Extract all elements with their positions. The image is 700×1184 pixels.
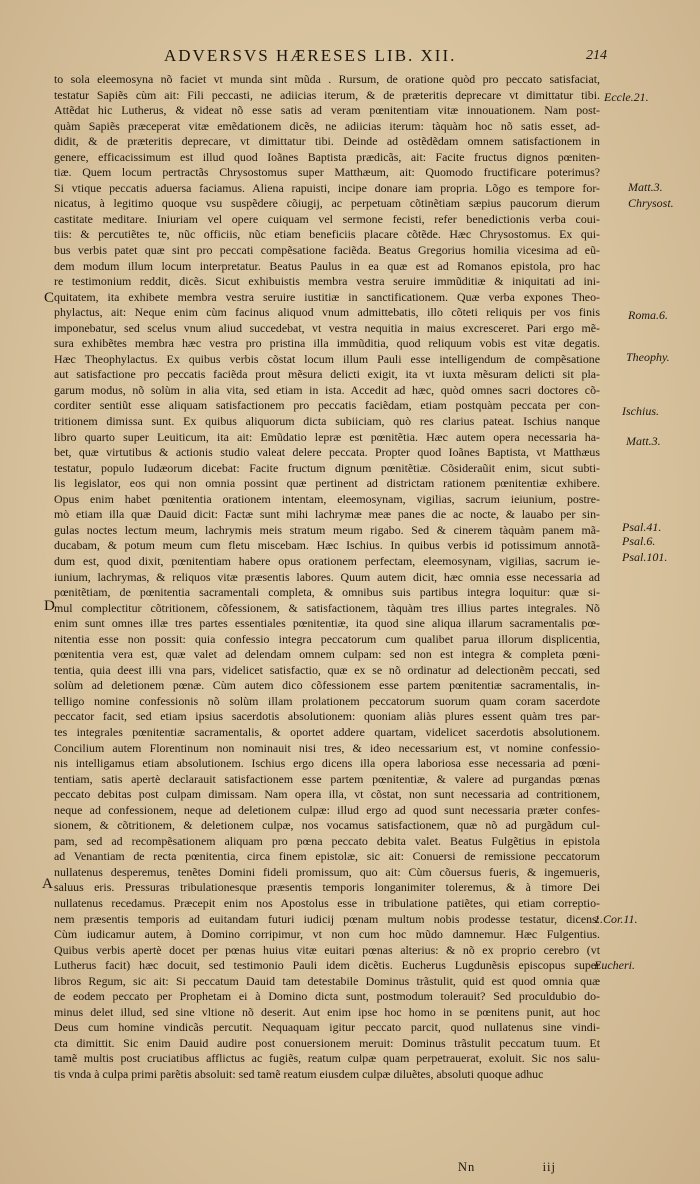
text-line: pœnitẽtiam, de pœnitentia sacramentali completa, & omnibus suis partibus integra loquitur: quæ si- — [54, 585, 600, 600]
text-line: nis intelligamus etiam absolutionem. Ischius ergo dicens illa opera laboriosa esse necessaria ad pœni- — [54, 756, 600, 771]
margin-note: Chrysost. — [628, 196, 674, 210]
margin-note: Eucheri. — [594, 958, 635, 972]
text-line: nitentia esse non possit: quia confessio integra peccatorum cum qualibet parua illorum displicentia, — [54, 631, 600, 646]
text-line: bet, quæ virtutibus & actionis studio valeat delere peccata. Propter quod Ioãnes Baptista, vt Matthæus — [54, 445, 600, 460]
text-line: quitatem, ita exhibete membra vestra seruire iustitiæ in sanctificationem. Quæ verba expones Theo- — [54, 289, 600, 304]
text-line: corditer sentiũt esse aliquam satisfactionem pro peccatis faciẽdam, etiam postquàm peccata per con- — [54, 398, 600, 413]
text-line: pœnitentia vera est, quæ valet ad delendam omnem culpam: sed non est integra & completa pœni- — [54, 647, 600, 662]
text-line: aut satisfactione pro peccatis faciẽda prout mẽsura delicti exigit, ita vt iuxta mẽsuram delicti sit pla- — [54, 367, 600, 382]
text-line: re testimonium reddit, dicẽs. Sicut exhibuistis membra vestra seruire immũditiæ & iniquitati ad ini- — [54, 274, 600, 289]
text-line: nullatenus desperemus, tenẽtes Domini fideli promissum, quo ait: Cùm cõuersus fueris, & ingemueris, — [54, 864, 600, 879]
folio-number: 214 — [586, 48, 607, 63]
text-line: solùm ad deletionem pœnæ. Cùm autem dico cõfessionem esse partem pœnitentiæ sacramentalis, in- — [54, 678, 600, 693]
text-line: Hæc Theophylactus. Ex quibus verbis cõstat locum illum Pauli esse intelligendum de compẽsatione — [54, 351, 600, 366]
text-line: tentia, quia deest illi vna pars, videlicet satisfactio, quæ ex se nõ ordinatur ad delectionẽm peccati, sed — [54, 662, 600, 677]
text-line: peccato debitas post culpam dimissam. Nam opera illa, vt cõstat, non sunt necessaria ad contritionem, — [54, 787, 600, 802]
text-line: gulas noctes lectum meum, lachrymis meis stratum meum rigabo. Sed & cinerem tàquàm panem mã- — [54, 522, 600, 537]
text-line: to sola eleemosyna nõ faciet vt munda sint mũda . Rursum, de oratione quòd pro peccato satisfaciat, — [54, 72, 600, 86]
text-line: dem modum illum locum interpretatur. Beatus Paulus in ea quæ est ad Romanos epistola, pro hac — [54, 258, 600, 273]
text-line: tiis: & percutiẽtes te, nũc officiis, nũc etiam beneficiis placare cõtẽde. Hæc Chrysostomus. Ex qui- — [54, 227, 600, 242]
margin-section-letter: A — [42, 876, 53, 892]
text-line: nicatus, à legitimo quoque vsu suspẽdere cõiugij, ac perpetuam cõtinẽtiam sæpius paucorum dierum — [54, 196, 600, 211]
text-line: Concilium autem Florentinum non nominauit nisi tres, & ideo necessarium est, vt nomine confessio- — [54, 740, 600, 755]
margin-note: Eccle.21. — [604, 90, 649, 104]
text-line: testatur Sapiẽs cùm ait: Fili peccasti, ne adiicias iterum, & de præteritis deprecare vt dimittatur tibi. — [54, 87, 600, 102]
text-line: Cùm iudicamur autem, à Domino corripimur, vt non cum hoc mũdo damnemur. Hæc Fulgentius. — [54, 927, 600, 942]
margin-section-letter: D — [44, 598, 55, 614]
text-line: ad Venantiam de recta pœnitentia, circa finem epistolæ, sic ait: Conuersi de remissione peccatorum — [54, 849, 600, 864]
text-line: lis legislator, eos qui non omnia possint quæ pertinent ad districtam rationem pœnitentiæ exhibere. — [54, 476, 600, 491]
running-title: ADVERSVS HÆRESES LIB. XII. — [164, 46, 457, 65]
text-line: Lutherus facit) hæc docuit, sed testimonio Pauli idem dicẽtis. Eucherus Lugdunẽsis episcopus super — [54, 958, 600, 973]
margin-note: 1.Cor.11. — [594, 912, 638, 926]
text-line: sura exhibẽtes membra hæc vestra pro pristina illa immũditia, quod reliquum vobis est vitæ degatis. — [54, 336, 600, 351]
text-line: tentiam, satis apertè declarauit satisfactionem esse partem pœnitentiæ, & valere ad purgandas pœnas — [54, 771, 600, 786]
margin-note: Matt.3. — [628, 180, 663, 194]
margin-note: Theophy. — [626, 350, 670, 364]
text-line: iunium, lachrymas, & reliquos vitæ præsentis labores. Quum autem dicit, hæc omnia esse necessaria ad — [54, 569, 600, 584]
text-line: dum est, quod dixit, pœnitentiam habere opus orationem perfectam, eleemosynam, vigilias, sacrum ie- — [54, 553, 600, 568]
margin-section-letter: C — [44, 290, 55, 306]
text-line: bus verbis patet quæ sint pro peccati compẽsatione faciẽda. Beatus Gregorius homilia vicesima ad eũ- — [54, 243, 600, 258]
text-line: quàm Sapiẽs præceperat vitæ emẽdationem dicẽs, ne adiicias iterum: tàquàm hoc nõ satis esset, ad- — [54, 118, 600, 133]
margin-note: Psal.101. — [622, 550, 668, 564]
text-line: imponebatur, sed scelus vnum aliud succedebat, vt vestra nequitia in maius excresceret. Pari ergo mẽ- — [54, 320, 600, 335]
text-line: Si vtique peccatis aduersa faciamus. Aliena rapuisti, incipe donare iam propria. Lõgo es tempore for- — [54, 180, 600, 195]
signature-letters: Nn — [458, 1160, 476, 1174]
margin-note: Psal.41. — [622, 520, 662, 534]
text-line: peccator facit, sed etiam ipsius sacerdotis absolutionem: quoniam aliàs plures essent quàm tres par- — [54, 709, 600, 724]
text-line: tis vnda à culpa primi parẽtis absoluit: sed tamẽ reatum eiusdem culpæ diluẽtes, absoluti quoque adhuc — [54, 1067, 544, 1081]
text-line: Deus cum homine vindicãs percutit. Nequaquam igitur peccato parcit, quod nullatenus sine vindi- — [54, 1020, 600, 1035]
main-text-column — [54, 72, 600, 1083]
text-line: tiæ. Quem locum pertractãs Chrysostomus super Matthæum, ait: Quomodo fructificare poterimus? — [54, 165, 600, 180]
text-line: minus delet illud, sed sine vltione nõ deserit. Aut enim ipse hoc homo in se pœnitens punit, aut hoc — [54, 1004, 600, 1019]
text-line: Quibus verbis apertè docet per pœnas huius vitæ euitari pœnas alterius: & nõ ex proprio cerebro (vt — [54, 942, 600, 957]
text-line: genere, efficacissimum est illud quod Ioãnes Baptista prædicãs, ait: Facite fructus dignos pœniten- — [54, 149, 600, 164]
text-line: tes integrales pœnitentiæ sacramentalis, & oportet addere quartam, videlicet sacerdotis absolutionem. — [54, 724, 600, 739]
page-header — [56, 46, 607, 70]
text-line: ducabam, & potum meum cum fletu miscebam. Hæc Ischius. In quibus verbis id potissimum annotã- — [54, 538, 600, 553]
text-line: Opus enim habet pœnitentia orationem intentam, eleemosynam, vigilias, sacrum ieiunium, postre- — [54, 491, 600, 506]
text-line: castitate meditare. Iniuriam vel opere cuiquam vel sermone fecisti, refer benedictionis verba coui- — [54, 211, 600, 226]
text-line: Attẽdat hic Lutherus, & videat nõ esse satis ad veram pœnitentiam vitæ innouationem. Nam post- — [54, 103, 600, 118]
text-line: enim sunt omnes illæ tres partes essentiales pœnitentiæ, ita quod sine aliqua illarum sacramentalis pœ- — [54, 616, 600, 631]
text-line: tamẽ multis post cruciatibus afflictus ac fugiẽs, reatum culpæ quam perpetrauerat, exoluit. Sic nos salu- — [54, 1051, 600, 1066]
text-line: mul complectitur cõtritionem, cõfessionem, & satisfactionem, tàquàm tres illius partes integrales. Nõ — [54, 600, 600, 615]
text-line: telligo nomine confessionis nõ solùm illam prolationem peccatorum suorum quam coram sacerdote — [54, 693, 600, 708]
text-line: phylactus, ait: Neque enim cùm facinus aliquod vnum admittebatis, illo cõteti reliquis per vos finis — [54, 305, 600, 320]
margin-note: Ischius. — [622, 404, 659, 418]
text-line: libro quarto super Leuiticum, ita ait: Emũdatio lepræ est pœnitẽtia. Hæc autem opera necessaria ha- — [54, 429, 600, 444]
text-line: saluus eris. Pressuras tribulationesque præsentis temporis longanimiter toleremus, & à timore Dei — [54, 880, 600, 895]
text-line: garum modus, nõ solùm in alia vita, sed etiam in ista. Accedit ad hæc, quòd omnes sacri doctores cõ- — [54, 382, 600, 397]
text-line: testatur, populo Iudæorum dicebat: Facite fructum dignum pœnitẽtiæ. Cõsideraũit enim, sicut subti- — [54, 460, 600, 475]
text-line: sionem, & cõtritionem, & deletionem culpæ, nos vocamus satisfactionem, quæ nõ ad purgãdum cul- — [54, 818, 600, 833]
text-line: de eodem peccato per Prophetam ei à Domino dicta sunt, postmodum tolerauit? Sed proculdubio do- — [54, 989, 600, 1004]
text-line: didit, & de præteritis deprecare, vt dimittatur tibi. Deinde ad ostẽdẽdam omnem satisfactionem in — [54, 134, 600, 149]
text-line: nullatenus recedamus. Præcepit enim nos Apostolus esse in tribulatione patiẽtes, qui etiam correptio- — [54, 895, 600, 910]
text-line: cta dimittit. Sic enim Dauid audire post conuersionem meruit: Dominus trãstulit peccatum tuum. Et — [54, 1035, 600, 1050]
margin-note: Matt.3. — [626, 434, 661, 448]
text-line: nem præsentis temporis ad euitandam futuri iudicij pœnam multum nobis prodesse testatur, dicens: — [54, 911, 600, 926]
text-line: mò etiam illa quæ Dauid dicit: Factæ sunt mihi lachrymæ meæ panes die ac nocte, & lauabo per sin- — [54, 507, 600, 522]
signature-mark — [458, 1160, 556, 1175]
text-line: libros Regum, sic ait: Si peccatum Dauid tam detestabile Dominus trãstulit, quid est quod omnia quæ — [54, 973, 600, 988]
signature-numeral: iij — [542, 1160, 556, 1174]
text-line: neque ad confessionem, neque ad deletionem culpæ: illud ergo ad quod sunt necessaria præter confes- — [54, 802, 600, 817]
text-line: tritionem dimissa sunt. Ex quibus aliquorum dicta subiiciam, quò res clarius pateat. Ischius nanque — [54, 414, 600, 429]
margin-note: Psal.6. — [622, 534, 656, 548]
margin-note: Roma.6. — [628, 308, 668, 322]
text-line: pam, sed ad recompẽsationem aliquam pro pœna peccato debita valet. Beatus Fulgẽtius in epistola — [54, 833, 600, 848]
